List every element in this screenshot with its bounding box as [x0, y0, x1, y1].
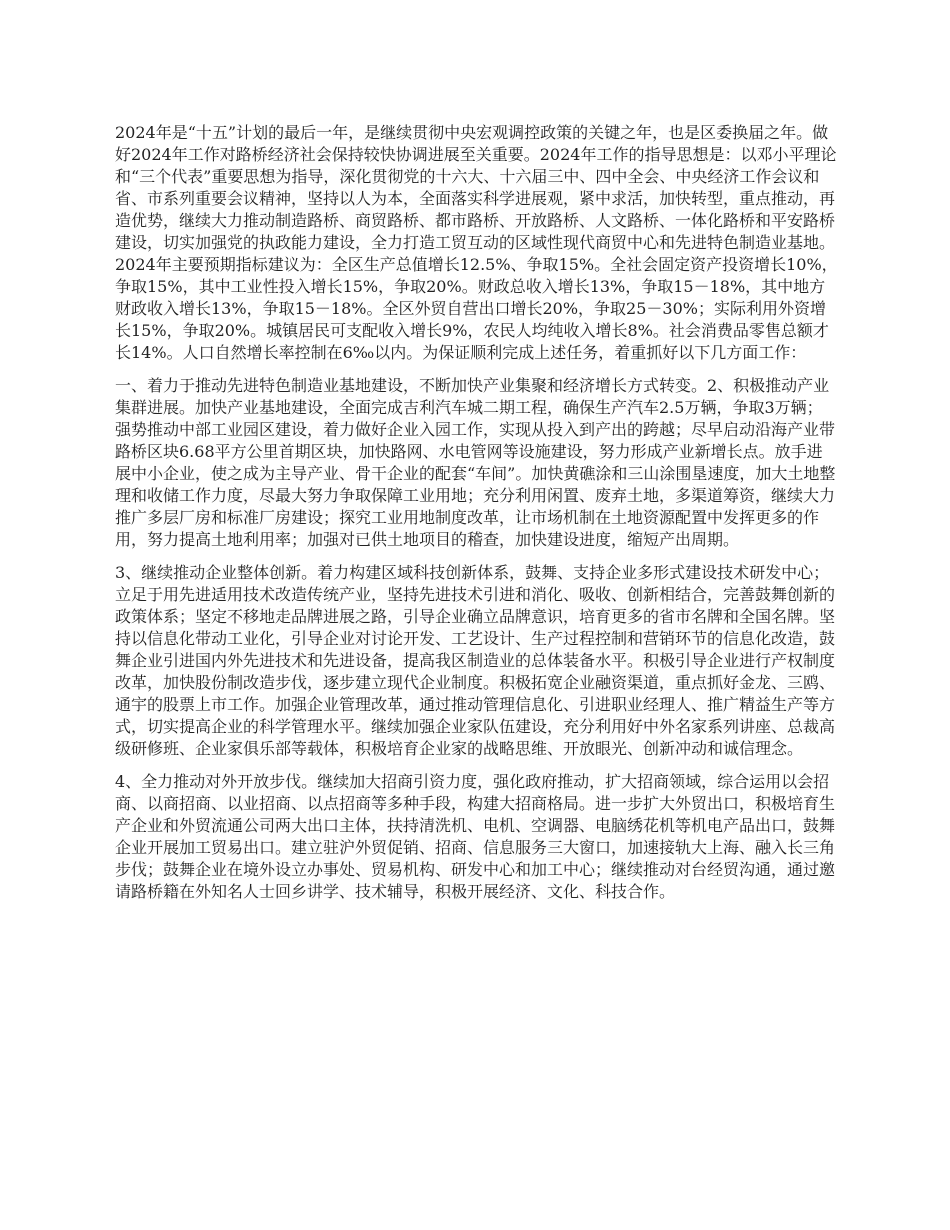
paragraph-section-one: 一、着力于推动先进特色制造业基地建设，不断加快产业集聚和经济增长方式转变。2、积极推动产业集群进展。加快产业基地建设，全面完成吉利汽车城二期工程，确保生产汽车2.5万辆，争取3万辆；强势推动中部工业园区建设，着力做好企业入园工作，实现从投入到产出的跨越；尽早启动沿海产业带路桥区块6.68平方公里首期区块，加快路网、水电管网等设施建设，努力形成产业新增长点。放手进展中小企业，使之成为主导产业、骨干企业的配套“车间”。加快黄礁涂和三山涂围垦速度，加大土地整理和收储工作力度，尽最大努力争取保障工业用地；充分利用闲置、废弃土地，多渠道筹资，继续大力推广多层厂房和标准厂房建设；探究工业用地制度改革，让市场机制在土地资源配置中发挥更多的作用，努力提高土地利用率；加强对已供土地项目的稽查，加快建设进度，缩短产出周期。	[115, 376, 836, 549]
document-body	[115, 122, 838, 914]
paragraph-section-four: 4、全力推动对外开放步伐。继续加大招商引资力度，强化政府推动，扩大招商领域，综合运用以会招商、以商招商、以业招商、以点招商等多种手段，构建大招商格局。进一步扩大外贸出口，积极培育生产企业和外贸流通公司两大出口主体，扶持清洗机、电机、空调器、电脑绣花机等机电产品出口，鼓舞企业开展加工贸易出口。建立驻沪外贸促销、招商、信息服务三大窗口，加速接轨大上海、融入长三角步伐；鼓舞企业在境外设立办事处、贸易机构、研发中心和加工中心；继续推动对台经贸沟通，通过邀请路桥籍在外知名人士回乡讲学、技术辅导，积极开展经济、文化、科技合作。	[115, 772, 836, 901]
paragraph-intro: 2024年是“十五”计划的最后一年，是继续贯彻中央宏观调控政策的关键之年，也是区委换届之年。做好2024年工作对路桥经济社会保持较快协调进展至关重要。2024年工作的指导思想是：以邓小平理论和“三个代表”重要思想为指导，深化贯彻党的十六大、十六届三中、四中全会、中央经济工作会议和省、市系列重要会议精神，坚持以人为本，全面落实科学进展观，紧中求活，加快转型，重点推动，再造优势，继续大力推动制造路桥、商贸路桥、都市路桥、开放路桥、人文路桥、一体化路桥和平安路桥建设，切实加强党的执政能力建设，全力打造工贸互动的区域性现代商贸中心和先进特色制造业基地。2024年主要预期指标建议为：全区生产总值增长12.5%、争取15%。全社会固定资产投资增长10%，争取15%，其中工业性投入增长15%，争取20%。财政总收入增长13%，争取15－18%，其中地方财政收入增长13%，争取15－18%。全区外贸自营出口增长20%，争取25－30%；实际利用外资增长15%，争取20%。城镇居民可支配收入增长9%，农民人均纯收入增长8%。社会消费品零售总额才长14%。人口自然增长率控制在6‰以内。为保证顺利完成上述任务，着重抓好以下几方面工作：	[115, 123, 838, 362]
paragraph-section-three: 3、继续推动企业整体创新。着力构建区域科技创新体系，鼓舞、支持企业多形式建设技术研发中心；立足于用先进适用技术改造传统产业，坚持先进技术引进和消化、吸收、创新相结合，完善鼓舞创新的政策体系；坚定不移地走品牌进展之路，引导企业确立品牌意识，培育更多的省市名牌和全国名牌。坚持以信息化带动工业化，引导企业对讨论开发、工艺设计、生产过程控制和营销环节的信息化改造，鼓舞企业引进国内外先进技术和先进设备，提高我区制造业的总体装备水平。积极引导企业进行产权制度改革，加快股份制改造步伐，逐步建立现代企业制度。积极拓宽企业融资渠道，重点抓好金龙、三鸥、通宇的股票上市工作。加强企业管理改革，通过推动管理信息化、引进职业经理人、推广精益生产等方式，切实提高企业的科学管理水平。继续加强企业家队伍建设，充分利用好中外名家系列讲座、总裁高级研修班、企业家俱乐部等载体，积极培育企业家的战略思维、开放眼光、创新冲动和诚信理念。	[115, 563, 836, 758]
